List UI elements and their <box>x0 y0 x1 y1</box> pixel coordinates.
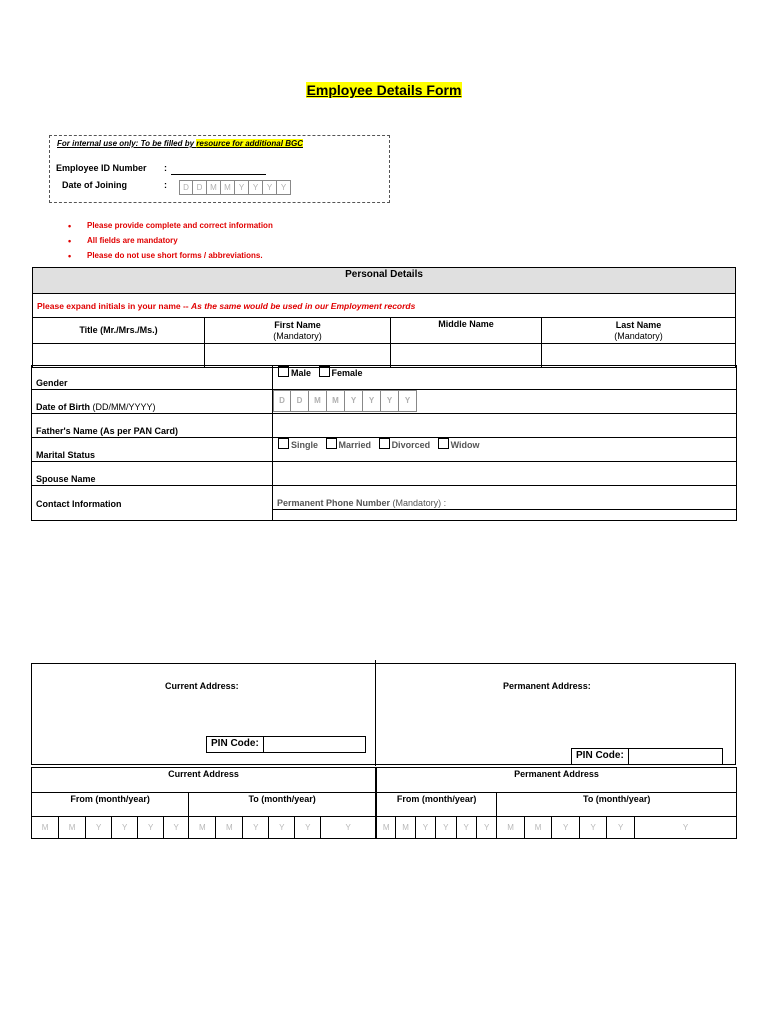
permanent-pin-field[interactable] <box>629 749 722 764</box>
month-year-box[interactable]: Y <box>415 817 435 839</box>
divorced-checkbox[interactable] <box>379 438 390 449</box>
month-year-box[interactable]: Y <box>138 817 164 839</box>
current-address-history <box>31 767 376 839</box>
address-divider <box>375 660 376 766</box>
female-checkbox[interactable] <box>319 366 330 377</box>
date-digit-box[interactable]: M <box>221 180 235 195</box>
employee-id-label: Employee ID Number <box>56 163 147 173</box>
date-digit-box[interactable]: M <box>327 390 345 412</box>
instruction-list <box>68 220 273 265</box>
divorced-label: Divorced <box>391 440 431 450</box>
dob-format: (DD/MM/YYYY) <box>92 402 156 412</box>
current-history-header: Current Address <box>32 768 376 793</box>
instruction-item: • All fields are mandatory <box>68 235 273 250</box>
current-pin-field[interactable] <box>264 737 365 752</box>
month-year-box[interactable]: Y <box>112 817 138 839</box>
married-label: Married <box>338 440 372 450</box>
month-year-box[interactable]: M <box>32 817 59 839</box>
month-year-box[interactable]: M <box>396 817 415 839</box>
month-year-box[interactable]: Y <box>607 817 635 839</box>
current-address-label: Current Address: <box>165 681 239 691</box>
name-warning-text: Please expand initials in your name -- <box>37 300 191 311</box>
permanent-history-header: Permanent Address <box>377 768 737 793</box>
date-digit-box[interactable]: D <box>273 390 291 412</box>
marital-option-widow[interactable] <box>437 440 480 450</box>
female-label: Female <box>331 368 363 378</box>
personal-details-header: Personal Details <box>33 268 736 294</box>
month-year-box[interactable]: Y <box>321 817 376 839</box>
internal-note-text: For internal use only: To be filled by <box>57 139 197 148</box>
date-digit-box[interactable]: M <box>309 390 327 412</box>
middle-name-label: Middle Name <box>438 319 494 329</box>
month-year-box[interactable]: Y <box>634 817 736 839</box>
last-name-label: Last Name <box>615 319 662 330</box>
date-digit-box[interactable]: Y <box>277 180 291 195</box>
first-name-mandatory: (Mandatory) <box>273 330 322 341</box>
date-digit-box[interactable]: D <box>193 180 207 195</box>
month-year-box[interactable]: M <box>189 817 216 839</box>
doj-colon: : <box>164 180 167 190</box>
male-label: Male <box>291 368 312 378</box>
title-column-label: Title (Mr./Mrs./Ms.) <box>79 325 158 335</box>
form-title: Employee Details Form <box>306 82 462 98</box>
current-from-label: From (month/year) <box>32 793 189 817</box>
date-digit-box[interactable]: D <box>291 390 309 412</box>
month-year-box[interactable]: M <box>377 817 396 839</box>
spouse-name-label: Spouse Name <box>32 462 273 486</box>
father-name-field[interactable] <box>273 414 737 438</box>
personal-details-table <box>32 267 736 368</box>
first-name-label: First Name <box>274 319 321 330</box>
permanent-from-label: From (month/year) <box>377 793 497 817</box>
employee-id-colon: : <box>164 163 167 173</box>
doj-field[interactable] <box>179 180 291 195</box>
dob-field[interactable] <box>273 390 736 412</box>
date-digit-box[interactable]: Y <box>399 390 417 412</box>
last-name-mandatory: (Mandatory) <box>614 330 663 341</box>
phone-label <box>273 486 737 510</box>
middle-name-field[interactable] <box>391 344 542 368</box>
first-name-field[interactable] <box>205 344 391 368</box>
date-digit-box[interactable]: D <box>179 180 193 195</box>
month-year-box[interactable]: Y <box>243 817 269 839</box>
current-to-label: To (month/year) <box>189 793 376 817</box>
date-digit-box[interactable]: Y <box>249 180 263 195</box>
last-name-column-header <box>542 318 736 344</box>
contact-info-label: Contact Information <box>32 486 273 510</box>
instruction-item: • Please do not use short forms / abbreviations. <box>68 250 273 265</box>
phone-label-text: Permanent Phone Number <box>277 498 391 508</box>
phone-field[interactable] <box>273 510 737 521</box>
marital-status-label: Marital Status <box>32 438 273 462</box>
first-name-column-header <box>205 318 391 344</box>
widow-label: Widow <box>450 440 480 450</box>
contact-info-extra <box>32 510 273 521</box>
current-pin-label: PIN Code: <box>207 737 264 752</box>
internal-note <box>57 139 303 148</box>
marital-option-divorced[interactable] <box>378 440 431 450</box>
month-year-box[interactable]: M <box>497 817 525 839</box>
title-field[interactable] <box>33 344 205 368</box>
marital-option-married[interactable] <box>325 440 372 450</box>
permanent-dates-row <box>377 817 737 839</box>
phone-mandatory: (Mandatory) : <box>392 498 447 508</box>
gender-option-male[interactable] <box>277 368 311 378</box>
internal-note-highlight: resource for additional BGC <box>196 139 303 148</box>
current-pin-box <box>206 736 366 753</box>
dob-label <box>32 390 273 414</box>
month-year-box[interactable]: M <box>524 817 552 839</box>
month-year-box[interactable]: Y <box>456 817 476 839</box>
marital-option-single[interactable] <box>277 440 318 450</box>
month-year-box[interactable]: Y <box>86 817 112 839</box>
date-digit-box[interactable]: Y <box>345 390 363 412</box>
name-warning <box>33 294 736 318</box>
month-year-box[interactable]: Y <box>552 817 580 839</box>
name-warning-italic: As the same would be used in our Employment records <box>191 300 416 311</box>
last-name-field[interactable] <box>542 344 736 368</box>
permanent-to-label: To (month/year) <box>497 793 737 817</box>
current-dates-row <box>32 817 376 839</box>
gender-label: Gender <box>32 366 273 390</box>
middle-name-column-header <box>391 318 542 344</box>
gender-options <box>273 366 737 390</box>
dob-label-text: Date of Birth <box>36 402 90 412</box>
gender-option-female[interactable] <box>318 368 363 378</box>
internal-use-box <box>49 135 390 203</box>
widow-checkbox[interactable] <box>438 438 449 449</box>
dob-cell <box>273 390 737 414</box>
month-year-box[interactable]: Y <box>476 817 496 839</box>
permanent-pin-label: PIN Code: <box>572 749 629 764</box>
date-digit-box[interactable]: Y <box>263 180 277 195</box>
general-details-table <box>31 365 737 521</box>
month-year-box[interactable]: Y <box>269 817 295 839</box>
month-year-box[interactable]: M <box>216 817 243 839</box>
title-column-header <box>33 318 205 344</box>
form-title-wrap <box>0 82 768 100</box>
date-digit-box[interactable]: M <box>207 180 221 195</box>
permanent-address-history <box>376 767 737 839</box>
doj-label: Date of Joining <box>62 180 127 190</box>
date-digit-box[interactable]: Y <box>235 180 249 195</box>
spouse-name-field[interactable] <box>273 462 737 486</box>
father-name-label: Father's Name (As per PAN Card) <box>32 414 273 438</box>
marital-status-options <box>273 438 737 462</box>
permanent-pin-box <box>571 748 723 765</box>
month-year-box[interactable]: M <box>59 817 86 839</box>
single-checkbox[interactable] <box>278 438 289 449</box>
date-digit-box[interactable]: Y <box>381 390 399 412</box>
month-year-box[interactable]: Y <box>436 817 456 839</box>
month-year-box[interactable]: Y <box>164 817 189 839</box>
month-year-box[interactable]: Y <box>579 817 607 839</box>
single-label: Single <box>291 440 319 450</box>
employee-id-field[interactable] <box>171 173 266 175</box>
month-year-box[interactable]: Y <box>295 817 321 839</box>
permanent-address-label: Permanent Address: <box>503 681 591 691</box>
address-box <box>31 663 736 765</box>
male-checkbox[interactable] <box>278 366 289 377</box>
married-checkbox[interactable] <box>326 438 337 449</box>
date-digit-box[interactable]: Y <box>363 390 381 412</box>
instruction-item: • Please provide complete and correct information <box>68 220 273 235</box>
